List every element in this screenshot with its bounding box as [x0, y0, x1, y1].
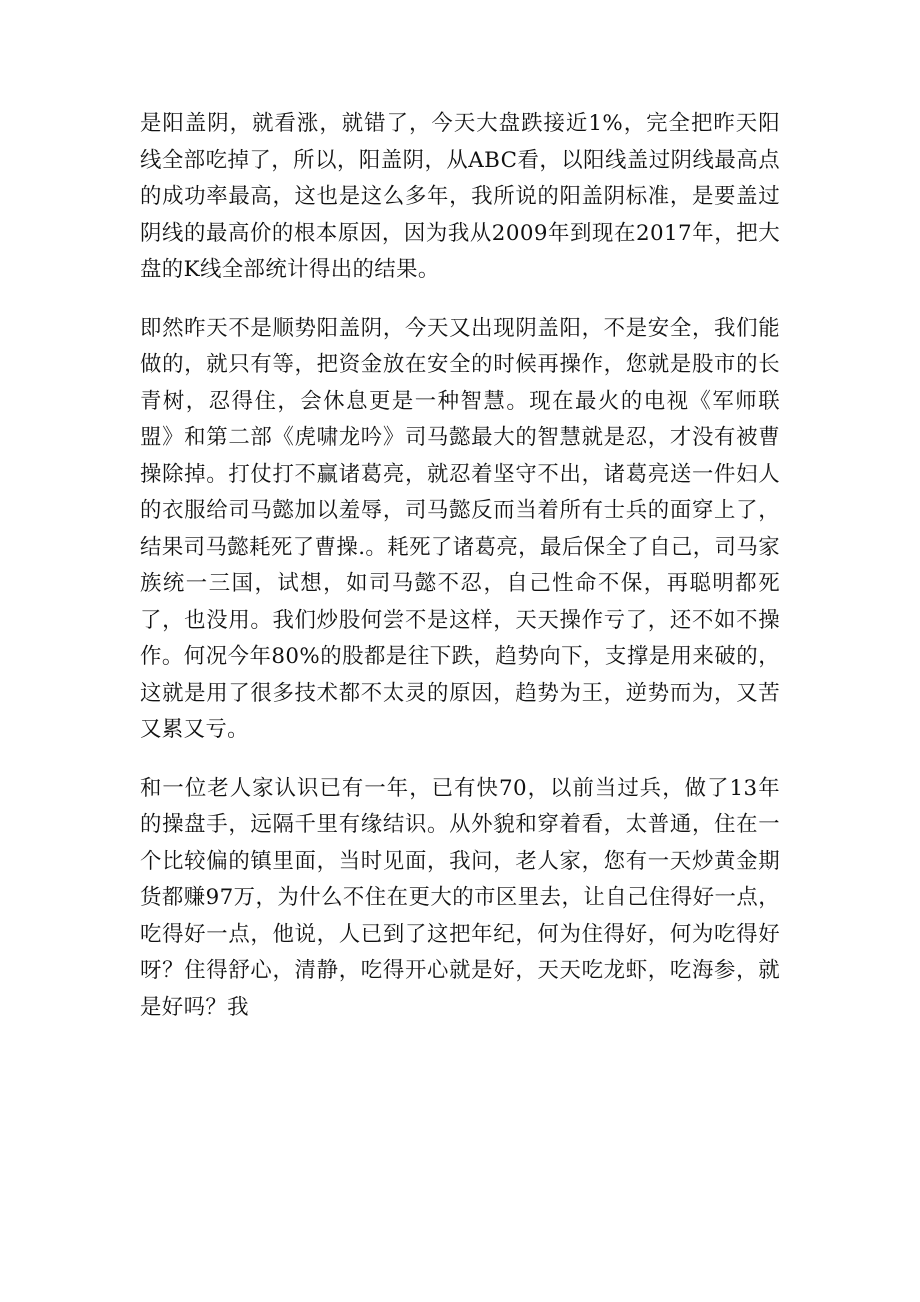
document-page	[140, 106, 780, 1048]
paragraph-elder-trader: 和一位老人家认识已有一年，已有快70，以前当过兵，做了13年的操盘手，远隔千里有缘结识。从外貌和穿着看，太普通，住在一个比较偏的镇里面，当时见面，我问，老人家，您有一天炒黄金期货都赚97万，为什么不住在更大的市区里去，让自己住得好一点，吃得好一点，他说，人已到了这把年纪，何为住得好，何为吃得好呀？住得舒心，清静，吃得开心就是好，天天吃龙虾，吃海参，就是好吗？我	[140, 775, 780, 1020]
paragraph-yang-gai-yin: 是阳盖阴，就看涨，就错了，今天大盘跌接近1%，完全把昨天阳线全部吃掉了，所以，阳盖阴，从ABC看，以阳线盖过阴线最高点的成功率最高，这也是这么多年，我所说的阳盖阴标准，是要盖过阴线的最高价的根本原因，因为我从2009年到现在2017年，把大盘的K线全部统计得出的结果。	[140, 111, 780, 282]
paragraph-patience-wisdom: 即然昨天不是顺势阳盖阴，今天又出现阴盖阳，不是安全，我们能做的，就只有等，把资金放在安全的时候再操作，您就是股市的长青树，忍得住，会休息更是一种智慧。现在最火的电视《军师联盟》和第二部《虎啸龙吟》司马懿最大的智慧就是忍，才没有被曹操除掉。打仗打不赢诸葛亮，就忍着坚守不出，诸葛亮送一件妇人的衣服给司马懿加以羞辱，司马懿反而当着所有士兵的面穿上了，结果司马懿耗死了曹操.。耗死了诸葛亮，最后保全了自己，司马家族统一三国，试想，如司马懿不忍，自己性命不保，再聪明都死了，也没用。我们炒股何尝不是这样，天天操作亏了，还不如不操作。何况今年80%的股都是往下跌，趋势向下，支撑是用来破的，这就是用了很多技术都不太灵的原因，趋势为王，逆势而为，又苦又累又亏。	[140, 315, 780, 742]
